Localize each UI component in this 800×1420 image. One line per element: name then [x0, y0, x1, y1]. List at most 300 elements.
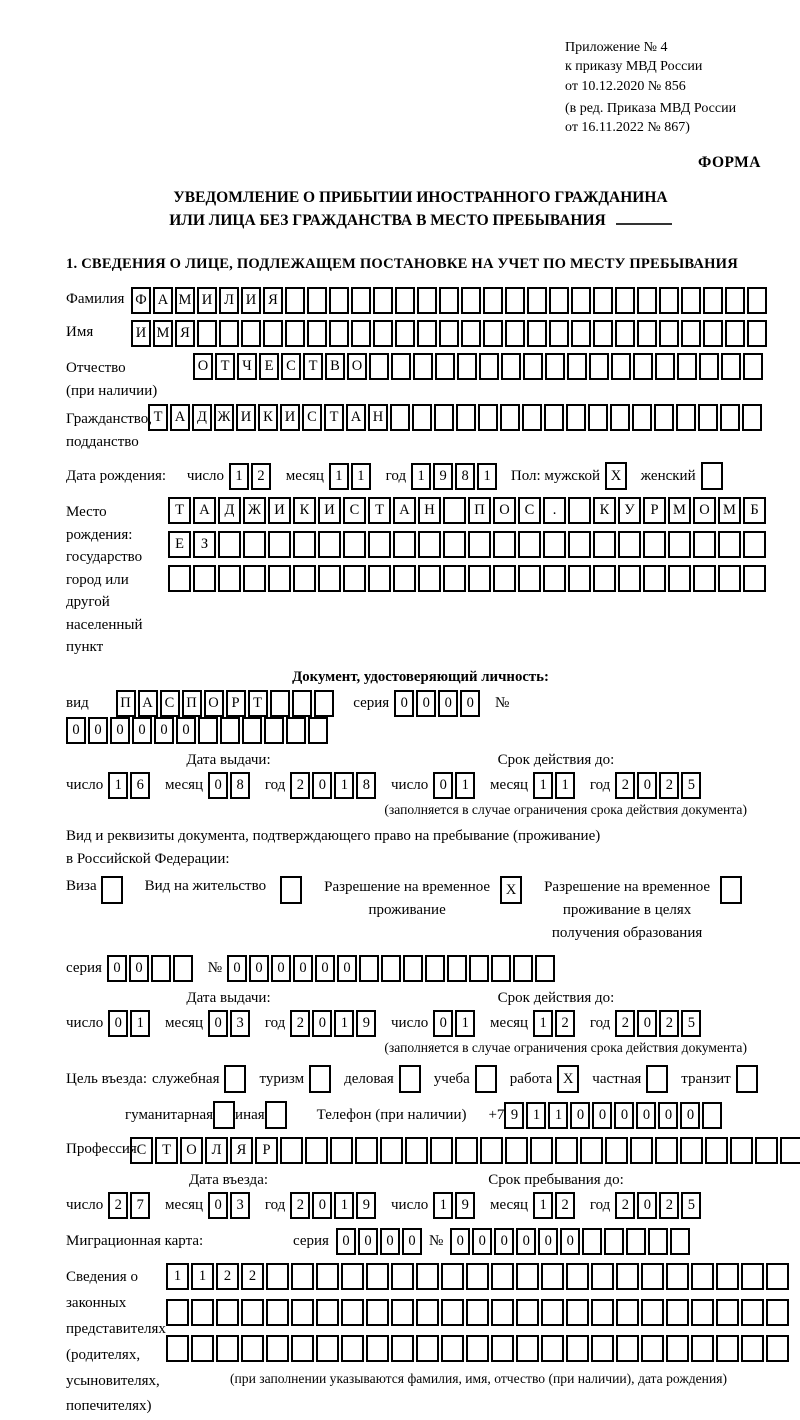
char-box: Н — [368, 404, 388, 431]
char-box — [308, 717, 328, 744]
char-box: 1 — [533, 1192, 553, 1219]
char-box: Т — [324, 404, 344, 431]
char-box — [166, 1299, 189, 1326]
char-box — [399, 1065, 421, 1093]
char-box — [341, 1335, 364, 1362]
char-box — [218, 531, 241, 558]
char-box — [307, 287, 327, 314]
char-box: 9 — [356, 1010, 376, 1037]
char-box — [505, 1137, 528, 1164]
doc-series-label: серия — [353, 694, 390, 711]
char-box: 0 — [680, 1102, 700, 1129]
char-box: 2 — [615, 1010, 635, 1037]
char-box: Я — [175, 320, 195, 347]
char-box — [518, 531, 541, 558]
char-box — [483, 320, 503, 347]
char-box — [393, 565, 416, 592]
char-box — [666, 1335, 689, 1362]
series-label: серия — [293, 1233, 329, 1250]
purpose-private-label: частная — [592, 1070, 642, 1087]
purpose-row — [66, 1065, 775, 1093]
char-box — [475, 1065, 497, 1093]
birth-month-boxes — [329, 463, 373, 490]
char-box — [391, 1299, 414, 1326]
char-box — [435, 353, 455, 380]
char-box — [568, 531, 591, 558]
char-box: С — [302, 404, 322, 431]
char-box — [566, 1299, 589, 1326]
char-box — [491, 955, 511, 982]
char-box — [168, 565, 191, 592]
profession-boxes — [130, 1137, 800, 1164]
citizenship-row — [66, 404, 775, 453]
char-box — [593, 287, 613, 314]
char-box — [618, 565, 641, 592]
purpose-private-checkbox — [646, 1065, 668, 1093]
char-box: А — [170, 404, 190, 431]
char-box: О — [193, 353, 213, 380]
birth-place-label4: населенный пункт — [66, 616, 143, 656]
char-box: Е — [259, 353, 279, 380]
char-box — [285, 320, 305, 347]
char-box — [588, 404, 608, 431]
char-box: С — [281, 353, 301, 380]
char-box — [743, 565, 766, 592]
expiry-day-boxes — [433, 772, 477, 799]
char-box — [441, 1335, 464, 1362]
char-box: 0 — [176, 717, 196, 744]
residence-issue-day-boxes — [108, 1010, 152, 1037]
char-box — [173, 955, 193, 982]
char-box: 1 — [329, 463, 349, 490]
char-box — [329, 320, 349, 347]
residence-number-boxes — [227, 955, 557, 982]
month-label: месяц — [285, 467, 324, 484]
char-box — [468, 565, 491, 592]
char-box — [535, 955, 555, 982]
char-box — [369, 353, 389, 380]
expiry-note: (заполняется в случае ограничения срока действия документа) — [384, 801, 747, 817]
char-box — [318, 565, 341, 592]
char-box — [742, 404, 762, 431]
char-box: 0 — [129, 955, 149, 982]
char-box — [648, 1228, 668, 1255]
char-box — [264, 717, 284, 744]
char-box — [543, 531, 566, 558]
identity-doc-dates — [66, 772, 775, 799]
char-box — [703, 287, 723, 314]
title-blank-line — [616, 223, 672, 225]
char-box: С — [130, 1137, 153, 1164]
char-box — [478, 404, 498, 431]
stay-month-boxes — [533, 1192, 577, 1219]
char-box: Ж — [243, 497, 266, 524]
char-box — [666, 1299, 689, 1326]
char-box — [549, 287, 569, 314]
char-box: А — [138, 690, 158, 717]
char-box: Ч — [237, 353, 257, 380]
char-box: 0 — [636, 1102, 656, 1129]
doc-kind-label: вид — [66, 694, 89, 711]
expiry-year-boxes — [615, 772, 703, 799]
stay-until-heading: Срок пребывания до: — [488, 1172, 624, 1189]
char-box: 0 — [271, 955, 291, 982]
char-box: Я — [263, 287, 283, 314]
purpose-transit-label: транзит — [681, 1070, 731, 1087]
char-box: 8 — [455, 463, 475, 490]
purpose-business-label: служебная — [151, 1070, 220, 1087]
purpose-business-checkbox — [224, 1065, 246, 1093]
char-box — [166, 1335, 189, 1362]
char-box — [716, 1299, 739, 1326]
char-box: 1 — [533, 1010, 553, 1037]
char-box — [605, 1137, 628, 1164]
purpose-work-checkbox — [557, 1065, 579, 1093]
char-box — [241, 320, 261, 347]
char-box — [566, 1335, 589, 1362]
char-box: 0 — [394, 690, 414, 717]
residence-permit-checkbox — [280, 876, 302, 904]
char-box: 5 — [681, 772, 701, 799]
char-box — [691, 1263, 714, 1290]
char-box — [527, 320, 547, 347]
char-box: О — [347, 353, 367, 380]
char-box — [224, 1065, 246, 1093]
char-box: 1 — [334, 1192, 354, 1219]
char-box — [589, 353, 609, 380]
char-box: 0 — [312, 1192, 332, 1219]
char-box: 0 — [208, 1010, 228, 1037]
migration-card-row — [66, 1228, 775, 1255]
char-box — [381, 955, 401, 982]
char-box — [417, 320, 437, 347]
char-box — [693, 531, 716, 558]
char-box — [263, 320, 283, 347]
char-box — [725, 320, 745, 347]
residence-doc-intro2: в Российской Федерации: — [66, 850, 230, 867]
char-box — [241, 1335, 264, 1362]
migration-card-label: Миграционная карта: — [66, 1233, 204, 1250]
char-box — [501, 353, 521, 380]
char-box — [616, 1299, 639, 1326]
char-box — [468, 531, 491, 558]
char-box: 1 — [108, 772, 128, 799]
char-box: 0 — [570, 1102, 590, 1129]
purpose-study-checkbox — [475, 1065, 497, 1093]
char-box: А — [346, 404, 366, 431]
char-box: 0 — [637, 772, 657, 799]
char-box: 2 — [659, 1010, 679, 1037]
residence-doc-dates — [66, 1010, 775, 1037]
char-box: М — [153, 320, 173, 347]
expiry-date-heading: Срок действия до: — [497, 990, 615, 1007]
char-box: 1 — [555, 772, 575, 799]
purpose-other-label: иная — [235, 1106, 265, 1123]
char-box: Л — [219, 287, 239, 314]
char-box — [615, 320, 635, 347]
char-box: 2 — [659, 1192, 679, 1219]
char-box — [668, 531, 691, 558]
visa-checkbox — [101, 876, 123, 904]
char-box: И — [197, 287, 217, 314]
char-box — [743, 531, 766, 558]
char-box — [755, 1137, 778, 1164]
birth-date-label: Дата рождения: — [66, 467, 167, 484]
char-box — [741, 1299, 764, 1326]
birth-year-boxes — [411, 463, 499, 490]
char-box — [198, 717, 218, 744]
char-box: П — [116, 690, 136, 717]
phone-prefix: +7 — [488, 1106, 505, 1123]
char-box — [643, 565, 666, 592]
char-box — [355, 1137, 378, 1164]
char-box — [391, 1263, 414, 1290]
char-box: К — [258, 404, 278, 431]
expiry-month-boxes — [533, 772, 577, 799]
doc-number-boxes — [66, 717, 330, 744]
purpose-work-label: работа — [509, 1070, 553, 1087]
char-box: . — [543, 497, 566, 524]
char-box — [425, 955, 445, 982]
profession-row — [66, 1137, 775, 1164]
birth-day-boxes — [229, 463, 273, 490]
appendix-line: Приложение № 4 — [565, 40, 668, 55]
char-box: М — [175, 287, 195, 314]
entry-month-boxes — [208, 1192, 252, 1219]
char-box — [516, 1335, 539, 1362]
char-box — [316, 1263, 339, 1290]
char-box — [307, 320, 327, 347]
char-box — [701, 462, 723, 490]
char-box: Л — [205, 1137, 228, 1164]
char-box — [541, 1263, 564, 1290]
char-box — [693, 565, 716, 592]
char-box — [567, 353, 587, 380]
char-box: П — [182, 690, 202, 717]
char-box — [318, 531, 341, 558]
char-box — [615, 287, 635, 314]
identity-doc-heading: Документ, удостоверяющий личность: — [292, 668, 549, 685]
char-box — [641, 1263, 664, 1290]
char-box — [456, 404, 476, 431]
char-box — [461, 287, 481, 314]
doc-number-label: № — [494, 694, 510, 711]
purpose-label: Цель въезда: — [66, 1070, 147, 1087]
purpose-humanitarian-label: гуманитарная — [125, 1106, 214, 1123]
char-box — [441, 1299, 464, 1326]
residence-expiry-year-boxes — [615, 1010, 703, 1037]
appendix-line: к приказу МВД России — [565, 59, 703, 75]
char-box — [630, 1137, 653, 1164]
appendix-line: от 10.12.2020 № 856 — [565, 78, 686, 94]
char-box — [766, 1335, 789, 1362]
char-box: 2 — [615, 772, 635, 799]
char-box — [395, 287, 415, 314]
year-label: год — [385, 467, 407, 484]
char-box — [591, 1335, 614, 1362]
char-box — [513, 955, 533, 982]
char-box — [368, 565, 391, 592]
char-box — [541, 1299, 564, 1326]
char-box — [293, 531, 316, 558]
issue-day-boxes — [108, 772, 152, 799]
doc-series-boxes — [394, 690, 482, 717]
char-box: 0 — [315, 955, 335, 982]
char-box — [219, 320, 239, 347]
char-box — [430, 1137, 453, 1164]
char-box — [391, 353, 411, 380]
char-box — [457, 353, 477, 380]
char-box — [197, 320, 217, 347]
char-box — [541, 1335, 564, 1362]
char-box — [343, 531, 366, 558]
char-box — [616, 1263, 639, 1290]
char-box — [469, 955, 489, 982]
char-box: 2 — [290, 772, 310, 799]
char-box: 0 — [637, 1010, 657, 1037]
char-box — [391, 1335, 414, 1362]
char-box — [668, 565, 691, 592]
char-box: 0 — [107, 955, 127, 982]
char-box — [268, 565, 291, 592]
char-box: С — [518, 497, 541, 524]
char-box — [491, 1335, 514, 1362]
migration-series-boxes — [336, 1228, 424, 1255]
birth-place-boxes-1 — [168, 497, 768, 524]
char-box: 1 — [477, 463, 497, 490]
month-label: месяц — [489, 776, 529, 793]
char-box: О — [204, 690, 224, 717]
char-box — [193, 565, 216, 592]
char-box — [242, 717, 262, 744]
day-label: число — [66, 776, 104, 793]
stay-day-boxes — [433, 1192, 477, 1219]
temp-residence-permit-checkbox — [500, 876, 522, 904]
char-box: Т — [168, 497, 191, 524]
char-box: 2 — [555, 1192, 575, 1219]
char-box — [566, 404, 586, 431]
char-box: 1 — [229, 463, 249, 490]
char-box — [500, 404, 520, 431]
month-label: месяц — [164, 1015, 204, 1032]
char-box — [643, 531, 666, 558]
char-box — [646, 1065, 668, 1093]
char-box — [443, 497, 466, 524]
char-box: Ф — [131, 287, 151, 314]
char-box: 3 — [230, 1192, 250, 1219]
char-box: И — [131, 320, 151, 347]
char-box — [441, 1263, 464, 1290]
char-box: Д — [218, 497, 241, 524]
char-box — [677, 353, 697, 380]
char-box: Д — [192, 404, 212, 431]
char-box — [216, 1335, 239, 1362]
char-box — [766, 1299, 789, 1326]
birth-date-row — [66, 462, 775, 490]
char-box — [610, 404, 630, 431]
char-box — [543, 565, 566, 592]
doc-kind-boxes — [116, 690, 336, 717]
purpose-commercial-label: деловая — [344, 1070, 394, 1087]
char-box — [101, 876, 123, 904]
char-box: 1 — [526, 1102, 546, 1129]
char-box: И — [280, 404, 300, 431]
char-box — [292, 690, 312, 717]
char-box: 8 — [230, 772, 250, 799]
char-box — [447, 955, 467, 982]
month-label: месяц — [164, 776, 204, 793]
char-box — [413, 353, 433, 380]
char-box: И — [268, 497, 291, 524]
char-box — [616, 1335, 639, 1362]
birth-place-label2: государство — [66, 549, 143, 566]
sex-female-label: женский — [640, 467, 696, 484]
char-box: Т — [215, 353, 235, 380]
purpose-transit-checkbox — [736, 1065, 758, 1093]
char-box — [373, 287, 393, 314]
char-box — [582, 1228, 602, 1255]
citizenship-label2: подданство — [66, 433, 139, 450]
birth-place-label: Место рождения: — [66, 504, 133, 543]
patronymic-row — [66, 353, 775, 402]
char-box — [718, 531, 741, 558]
char-box: 0 — [614, 1102, 634, 1129]
char-box — [670, 1228, 690, 1255]
char-box — [641, 1299, 664, 1326]
char-box: 0 — [227, 955, 247, 982]
char-box: 0 — [154, 717, 174, 744]
representatives-block: Сведения о законных представителях (родителях, усыновителях, попечителях) 1 1 2 2 (при заполнении указываются фамилия, имя, отчество (при наличии), дата рождения) — [66, 1263, 775, 1420]
char-box — [483, 287, 503, 314]
char-box — [341, 1263, 364, 1290]
char-box — [618, 531, 641, 558]
char-box: 0 — [336, 1228, 356, 1255]
char-box: 0 — [208, 1192, 228, 1219]
char-box — [549, 320, 569, 347]
char-box — [380, 1137, 403, 1164]
char-box — [659, 320, 679, 347]
char-box — [220, 717, 240, 744]
char-box — [316, 1335, 339, 1362]
purpose-commercial-checkbox — [399, 1065, 421, 1093]
issue-date-heading: Дата выдачи: — [186, 990, 271, 1007]
char-box — [703, 320, 723, 347]
char-box — [266, 1335, 289, 1362]
char-box: 0 — [312, 1010, 332, 1037]
char-box — [418, 565, 441, 592]
char-box — [633, 353, 653, 380]
char-box — [280, 876, 302, 904]
char-box: 8 — [356, 772, 376, 799]
char-box — [641, 1335, 664, 1362]
char-box — [366, 1263, 389, 1290]
day-label: число — [186, 467, 225, 484]
citizenship-label: Гражданство, — [66, 411, 153, 428]
char-box — [720, 404, 740, 431]
residence-permit-label: Вид на жительство — [144, 877, 267, 894]
char-box — [351, 287, 371, 314]
citizenship-boxes — [148, 404, 764, 431]
char-box: 0 — [380, 1228, 400, 1255]
char-box — [416, 1335, 439, 1362]
residence-issue-month-boxes — [208, 1010, 252, 1037]
char-box: М — [718, 497, 741, 524]
char-box — [626, 1228, 646, 1255]
char-box — [780, 1137, 800, 1164]
char-box — [390, 404, 410, 431]
char-box — [293, 565, 316, 592]
char-box — [443, 565, 466, 592]
